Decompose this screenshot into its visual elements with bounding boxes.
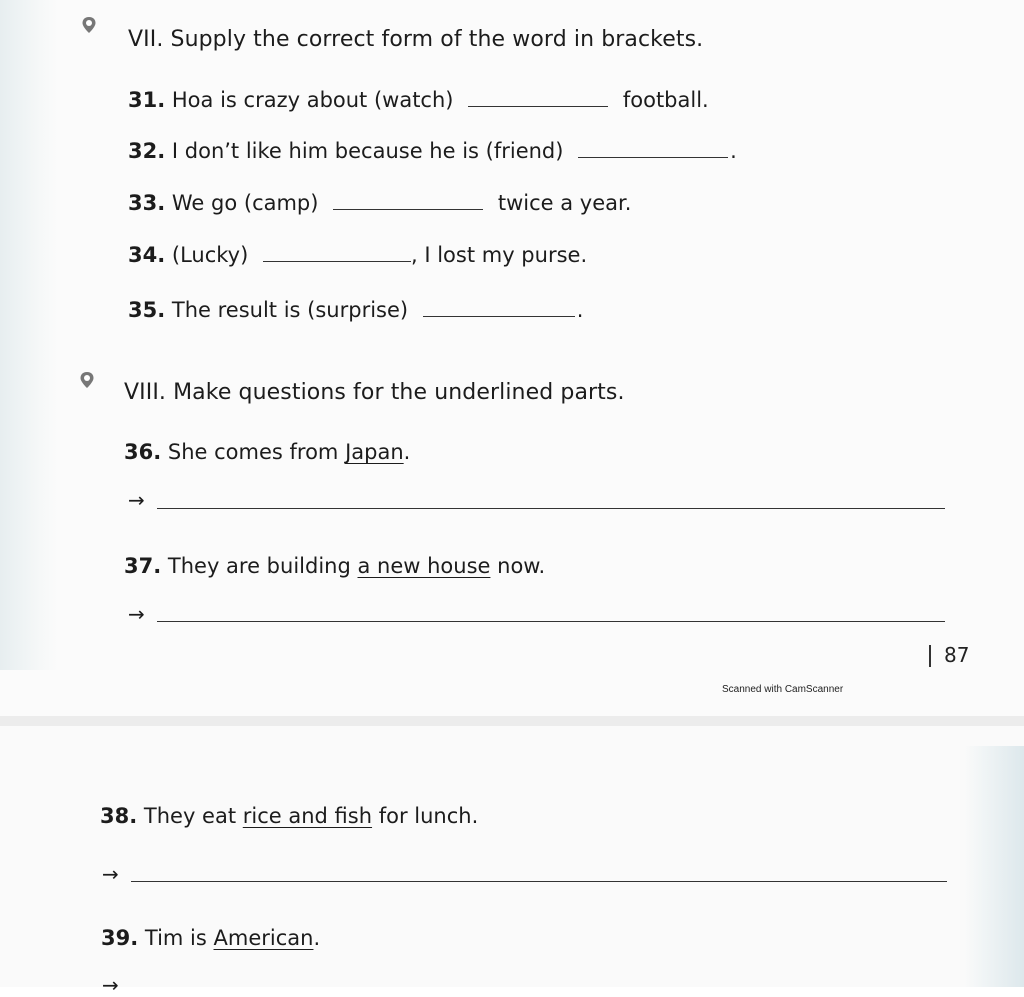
answer-blank-35[interactable]	[423, 298, 575, 317]
question-31: 31. Hoa is crazy about (watch) football.	[128, 88, 709, 112]
question-38: 38. They eat rice and fish for lunch.	[100, 804, 479, 828]
answer-line-36[interactable]	[157, 508, 945, 509]
question-39: 39. Tim is American.	[101, 926, 321, 950]
page-separator	[0, 716, 1024, 726]
location-pin-icon	[79, 371, 95, 389]
location-pin-icon	[81, 16, 97, 34]
answer-blank-33[interactable]	[333, 191, 483, 210]
question-36: 36. She comes from Japan.	[124, 440, 411, 464]
section-8-heading: VIII. Make questions for the underlined parts.	[124, 380, 625, 405]
question-37: 37. They are building a new house now.	[124, 554, 546, 578]
answer-line-38[interactable]	[131, 881, 947, 882]
question-35: 35. The result is (surprise) .	[128, 298, 584, 322]
answer-blank-32[interactable]	[578, 139, 728, 158]
page-number-divider	[929, 645, 931, 667]
page-number: 87	[944, 643, 970, 667]
arrow-icon: →	[128, 488, 145, 512]
arrow-icon: →	[128, 602, 145, 626]
section-7-heading: VII. Supply the correct form of the word in brackets.	[128, 27, 704, 52]
arrow-icon: →	[102, 862, 119, 886]
page-edge-shadow	[964, 746, 1024, 987]
scanner-watermark: Scanned with CamScanner	[722, 684, 844, 695]
answer-blank-31[interactable]	[468, 88, 608, 107]
question-34: 34. (Lucky) , I lost my purse.	[128, 243, 588, 267]
question-33: 33. We go (camp) twice a year.	[128, 191, 632, 215]
scanned-page-bottom	[0, 726, 1024, 997]
answer-blank-34[interactable]	[263, 243, 411, 262]
question-32: 32. I don’t like him because he is (friend) .	[128, 139, 737, 163]
answer-line-37[interactable]	[157, 621, 945, 622]
arrow-icon: →	[102, 973, 119, 997]
page-edge-shadow	[0, 0, 58, 670]
